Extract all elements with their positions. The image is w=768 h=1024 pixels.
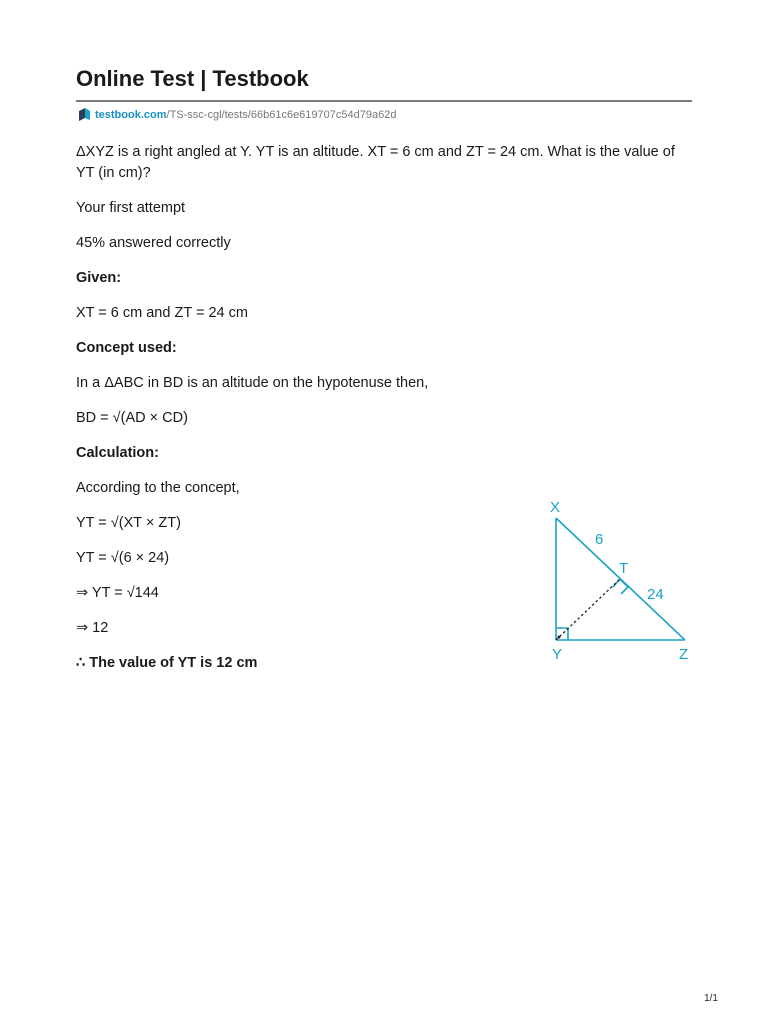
concept-heading: Concept used: bbox=[76, 340, 177, 356]
label-y: Y bbox=[552, 646, 563, 663]
attempt-text: Your first attempt bbox=[76, 200, 186, 216]
calculation-step-2: YT = √(6 × 24) bbox=[76, 550, 170, 566]
given-text: XT = 6 cm and ZT = 24 cm bbox=[76, 305, 248, 321]
given-heading: Given: bbox=[76, 270, 122, 286]
concept-text: In a ΔABC in BD is an altitude on the hypotenuse then, bbox=[76, 375, 429, 391]
source-path-link[interactable]: /TS-ssc-cgl/tests/66b61c6e619707c54d79a62d bbox=[166, 108, 397, 121]
calculation-step-3: ⇒ YT = √144 bbox=[76, 585, 159, 601]
label-tz-length: 24 bbox=[647, 586, 664, 603]
title-divider bbox=[76, 100, 692, 102]
concept-formula: BD = √(AD × CD) bbox=[76, 410, 188, 426]
calculation-intro: According to the concept, bbox=[76, 480, 240, 496]
conclusion-text: ∴ The value of YT is 12 cm bbox=[76, 655, 258, 671]
source-line bbox=[78, 108, 396, 121]
label-x: X bbox=[550, 499, 561, 516]
page-number: 1/1 bbox=[704, 993, 718, 1004]
calculation-step-4: ⇒ 12 bbox=[76, 620, 109, 636]
calculation-heading: Calculation: bbox=[76, 445, 159, 461]
testbook-logo-icon bbox=[78, 108, 91, 121]
calculation-step-1: YT = √(XT × ZT) bbox=[76, 515, 181, 531]
altitude-yt bbox=[556, 579, 620, 640]
right-angle-mark-y bbox=[556, 628, 568, 640]
point-y bbox=[558, 636, 561, 639]
label-xt-length: 6 bbox=[595, 531, 604, 548]
page-title: Online Test | Testbook bbox=[76, 66, 309, 91]
stats-text: 45% answered correctly bbox=[76, 235, 231, 251]
question-text: ΔXYZ is a right angled at Y. YT is an altitude. XT = 6 cm and ZT = 24 cm. What is the value of YT (in cm)? bbox=[76, 144, 675, 181]
triangle-diagram bbox=[540, 494, 700, 664]
right-angle-mark-t bbox=[613, 579, 628, 594]
source-domain-link[interactable]: testbook.com bbox=[95, 108, 167, 121]
label-z: Z bbox=[679, 646, 689, 663]
label-t: T bbox=[619, 560, 629, 577]
